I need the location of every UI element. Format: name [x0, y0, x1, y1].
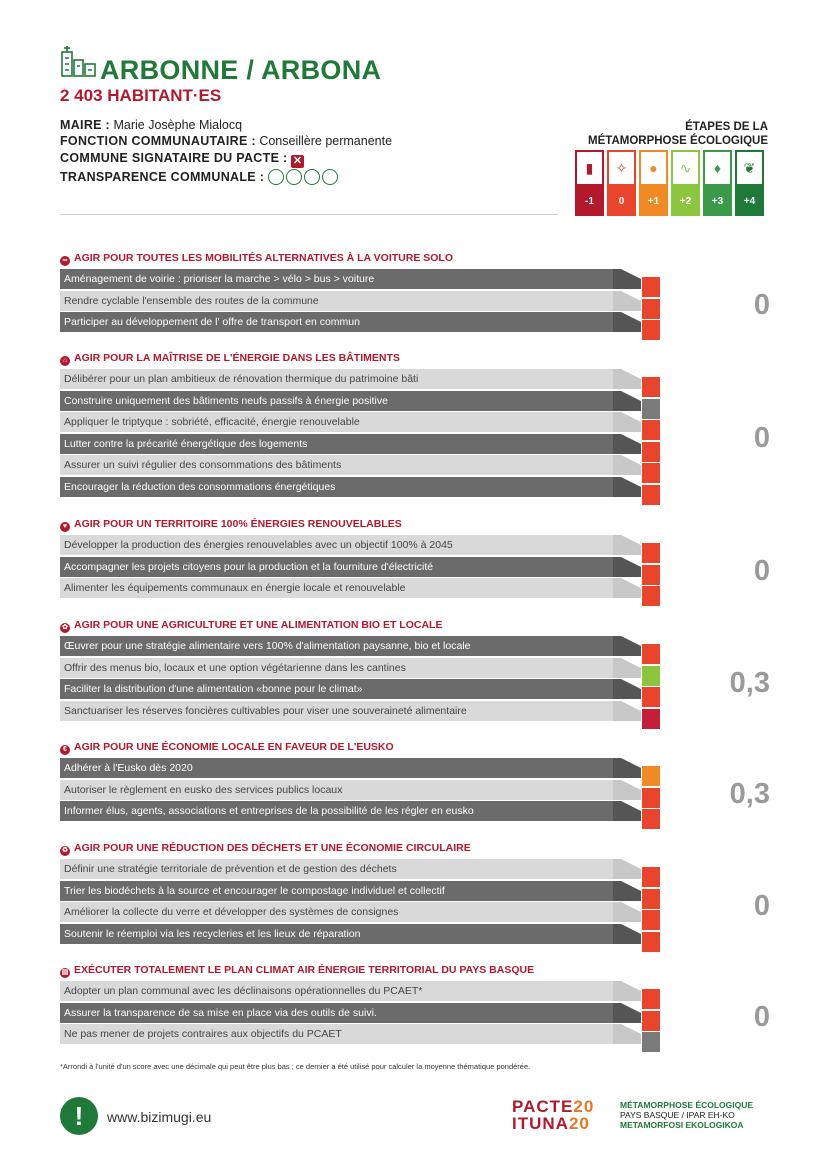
- criterion-level-cell: [642, 644, 660, 665]
- criterion-row: Adopter un plan communal avec les déclinaisons opérationnelles du PCAET*: [60, 981, 613, 1001]
- transparence-line: [60, 169, 338, 185]
- signataire-line: [60, 151, 304, 168]
- criterion-row: Œuvrer pour une stratégie alimentaire vers 100% d'alimentation paysanne, bio et locale: [60, 636, 613, 656]
- fonction-label: FONCTION COMMUNAUTAIRE :: [60, 134, 256, 148]
- town-icon: [60, 44, 98, 78]
- criterion-row: Définir une stratégie territoriale de prévention et de gestion des déchets: [60, 859, 613, 879]
- row-connector: [613, 981, 641, 1001]
- row-connector: [613, 578, 641, 598]
- criterion-row: Construire uniquement des bâtiments neufs passifs à énergie positive: [60, 391, 613, 411]
- criterion-level-cell: [642, 889, 660, 910]
- row-connector: [613, 312, 641, 332]
- criterion-level-cell: [642, 666, 660, 687]
- section-score: 0: [753, 1001, 770, 1034]
- butterfly-icon: ❦: [735, 150, 764, 186]
- scale-stage: [735, 150, 764, 216]
- scale-stage-label: +2: [671, 186, 700, 216]
- criterion-level-cell: [642, 277, 660, 298]
- row-connector: [613, 412, 641, 432]
- criterion-level-cell: [642, 586, 660, 607]
- criterion-level-cell: [642, 543, 660, 564]
- caterpillar-icon: ∿: [671, 150, 700, 186]
- pacte-logo: PACTE20 ITUNA20: [512, 1097, 595, 1133]
- plant-icon: ✿: [60, 623, 70, 633]
- criterion-row: Informer élus, agents, associations et entreprises de la possibilité de les régler en eusko: [60, 801, 613, 821]
- criterion-row: Accompagner les projets citoyens pour la production et la fourniture d'électricité: [60, 557, 613, 577]
- criterion-row: Développer la production des énergies renouvelables avec un objectif 100% à 2045: [60, 535, 613, 555]
- criterion-row: Rendre cyclable l'ensemble des routes de la commune: [60, 291, 613, 311]
- transparence-label: TRANSPARENCE COMMUNALE :: [60, 170, 265, 184]
- criterion-level-cell: [642, 788, 660, 809]
- criterion-row: Soutenir le réemploi via les recycleries et les lieux de réparation: [60, 924, 613, 944]
- maire-label: MAIRE :: [60, 118, 111, 132]
- row-connector: [613, 1003, 641, 1023]
- metamorphosis-scale: [575, 150, 764, 216]
- criterion-level-cell: [642, 1032, 660, 1053]
- empty-circle-icon: [322, 169, 338, 185]
- criterion-level-cell: [642, 463, 660, 484]
- row-connector: [613, 455, 641, 475]
- section-score: 0: [753, 555, 770, 588]
- row-connector: [613, 679, 641, 699]
- row-connector: [613, 391, 641, 411]
- empty-circle-icon: [268, 169, 284, 185]
- section-title: ∞ AGIR POUR TOUTES LES MOBILITÉS ALTERNATIVES À LA VOITURE SOLO: [60, 252, 453, 266]
- criterion-row: Trier les biodéchets à la source et encourager le compostage individuel et collectif: [60, 881, 613, 901]
- criterion-row: Délibérer pour un plan ambitieux de rénovation thermique du patrimoine bâti: [60, 369, 613, 389]
- bizimugi-logo: !: [60, 1097, 98, 1135]
- row-connector: [613, 535, 641, 555]
- inhabitants-count: 2 403 HABITANT·ES: [60, 86, 222, 105]
- fonction-value: Conseillère permanente: [259, 134, 393, 148]
- criterion-level-cell: [642, 420, 660, 441]
- criterion-level-cell: [642, 320, 660, 341]
- criterion-level-cell: [642, 442, 660, 463]
- row-connector: [613, 801, 641, 821]
- criterion-row: Participer au développement de l' offre de transport en commun: [60, 312, 613, 332]
- chrysalis-icon: ♦: [703, 150, 732, 186]
- coin-icon: €: [60, 745, 70, 755]
- criterion-level-cell: [642, 867, 660, 888]
- row-connector: [613, 780, 641, 800]
- sparkle-icon: ✧: [607, 150, 636, 186]
- section-score: 0,3: [729, 778, 770, 811]
- empty-circle-icon: [304, 169, 320, 185]
- criterion-row: Faciliter la distribution d'une alimentation «bonne pour le climat»: [60, 679, 613, 699]
- criterion-row: Lutter contre la précarité énergétique des logements: [60, 434, 613, 454]
- empty-circle-icon: [286, 169, 302, 185]
- scale-stage: [639, 150, 668, 216]
- climate-icon: ▤: [61, 969, 69, 976]
- row-connector: [613, 636, 641, 656]
- scale-stage: [607, 150, 636, 216]
- row-connector: [613, 758, 641, 778]
- pacte-tagline: MÉTAMORPHOSE ÉCOLOGIQUE PAYS BASQUE / IPAR EH-KO METAMORFOSI EKOLOGIKOA: [620, 1100, 754, 1130]
- criterion-row: Autoriser le règlement en eusko des services publics locaux: [60, 780, 613, 800]
- criterion-row: Offrir des menus bio, locaux et une option végétarienne dans les cantines: [60, 658, 613, 678]
- section-title: ✿ AGIR POUR UNE AGRICULTURE ET UNE ALIMENTATION BIO ET LOCALE: [60, 619, 442, 633]
- row-connector: [613, 434, 641, 454]
- section-title: ▤ EXÉCUTER TOTALEMENT LE PLAN CLIMAT AIR ÉNERGIE TERRITORIAL DU PAYS BASQUE: [61, 964, 535, 976]
- criterion-row: Ne pas mener de projets contraires aux objectifs du PCAET: [60, 1024, 613, 1044]
- criterion-row: Assurer la transparence de sa mise en place via des outils de suivi.: [60, 1003, 613, 1023]
- bike-icon: ∞: [60, 256, 70, 266]
- criterion-row: Assurer un suivi régulier des consommations des bâtiments: [60, 455, 613, 475]
- transparence-rating: [268, 169, 338, 185]
- section-score: 0: [753, 289, 770, 322]
- page-title: ARBONNE / ARBONA: [100, 55, 382, 85]
- section-title: € AGIR POUR UNE ÉCONOMIE LOCALE EN FAVEUR DE L'EUSKO: [60, 741, 394, 755]
- criterion-level-cell: [642, 709, 660, 730]
- row-connector: [613, 557, 641, 577]
- scale-stage-label: +1: [639, 186, 668, 216]
- criterion-row: Sanctuariser les réserves foncières cultivables pour viser une souveraineté alimentaire: [60, 701, 613, 721]
- criterion-row: Encourager la réduction des consommations énergétiques: [60, 477, 613, 497]
- criterion-row: Améliorer la collecte du verre et développer des systèmes de consignes: [60, 902, 613, 922]
- criterion-level-cell: [642, 485, 660, 506]
- scale-stage-label: +3: [703, 186, 732, 216]
- criterion-level-cell: [642, 399, 660, 420]
- egg-icon: ●: [639, 150, 668, 186]
- scale-stage-label: -1: [575, 186, 604, 216]
- maire-line: [60, 118, 242, 132]
- not-signed-icon: ✕: [292, 155, 303, 167]
- criterion-row: Aménagement de voirie : prioriser la marche > vélo > bus > voiture: [60, 269, 613, 289]
- poison-bottle-icon: ▮: [575, 150, 604, 186]
- fonction-line: [60, 134, 392, 148]
- row-connector: [613, 881, 641, 901]
- criterion-level-cell: [642, 989, 660, 1010]
- criterion-level-cell: [642, 809, 660, 830]
- row-connector: [613, 658, 641, 678]
- signataire-label: COMMUNE SIGNATAIRE DU PACTE :: [60, 151, 288, 165]
- section-score: 0: [753, 890, 770, 922]
- section-score: 0,3: [729, 667, 770, 699]
- row-connector: [613, 269, 641, 289]
- criterion-level-cell: [642, 1011, 660, 1032]
- row-connector: [613, 1024, 641, 1044]
- criterion-row: Appliquer le triptyque : sobriété, efficacité, énergie renouvelable: [60, 412, 613, 432]
- scale-stage: [671, 150, 700, 216]
- scale-stage: [575, 150, 604, 216]
- section-score: 0: [753, 421, 770, 454]
- criterion-level-cell: [642, 565, 660, 586]
- section-title: ⌂ AGIR POUR LA MAÎTRISE DE L'ÉNERGIE DANS LES BÂTIMENTS: [60, 352, 400, 366]
- house-icon: ⌂: [60, 356, 70, 366]
- criterion-row: Alimenter les équipements communaux en énergie locale et renouvelable: [60, 578, 613, 598]
- scale-stage: [703, 150, 732, 216]
- criterion-level-cell: [642, 766, 660, 787]
- divider: [60, 214, 558, 215]
- section-title: ♥ AGIR POUR UN TERRITOIRE 100% ÉNERGIES RENOUVELABLES: [60, 518, 402, 532]
- criterion-level-cell: [642, 687, 660, 708]
- footnote: *Arrondi à l'unité d'un score avec une décimale qui peut être plus bas ; ce dernier a été utilisé pour calculer la moyenne thématique pondérée.: [60, 1062, 531, 1071]
- row-connector: [613, 477, 641, 497]
- maire-value: Marie Josèphe Mialocq: [113, 118, 243, 132]
- criterion-level-cell: [642, 932, 660, 953]
- website-link[interactable]: www.bizimugi.eu: [107, 1109, 212, 1125]
- scale-stage-label: +4: [735, 186, 764, 216]
- section-title: ♻ AGIR POUR UNE RÉDUCTION DES DÉCHETS ET UNE ÉCONOMIE CIRCULAIRE: [61, 842, 471, 854]
- row-connector: [613, 701, 641, 721]
- leaf-icon: ♥: [60, 522, 70, 532]
- row-connector: [613, 924, 641, 944]
- recycle-icon: ♻: [61, 847, 69, 854]
- scale-stage-label: 0: [607, 186, 636, 216]
- criterion-level-cell: [642, 299, 660, 320]
- row-connector: [613, 859, 641, 879]
- criterion-level-cell: [642, 910, 660, 931]
- row-connector: [613, 369, 641, 389]
- criterion-row: Adhérer à l'Eusko dès 2020: [60, 758, 613, 778]
- row-connector: [613, 291, 641, 311]
- criterion-level-cell: [642, 377, 660, 398]
- row-connector: [613, 902, 641, 922]
- scale-title: ÉTAPES DE LA MÉTAMORPHOSE ÉCOLOGIQUE: [588, 121, 768, 147]
